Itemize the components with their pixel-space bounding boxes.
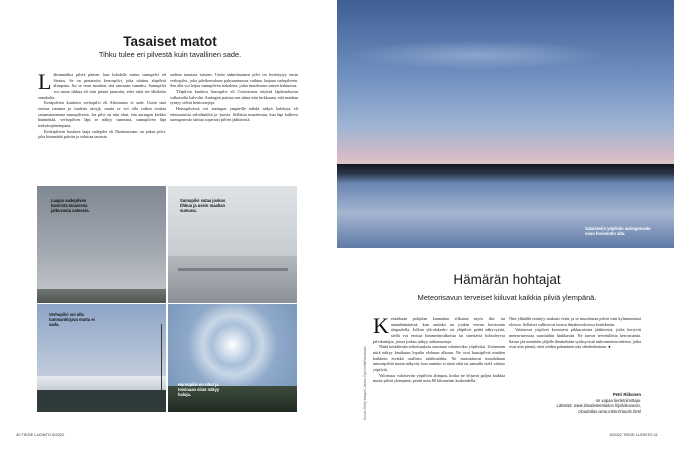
hero-caption: Valaiseviin yöpilviin auringonvalo osuu horisontin alta. <box>585 226 651 236</box>
author-role: on vapaa tiedetoimittaja. <box>595 397 641 403</box>
hero-photo-noctilucent <box>337 0 674 248</box>
paragraph: Näitä keskikesän erikoisuuksia sanotaan valaiseviksi yöpilviksi. Useimmin niitä näkyy kesäkuun lopulta elokuun alkuun. Ne ovat kuusipilviä muiden kaikkein eivätkä osallistu sääilmiöihin. Ne muistuttavat muodoltaan untuvapilviä mutta näkyvät, kun aurinko ei tässä eikä tai aamulla vielä valaise yöpilviä. <box>373 344 505 372</box>
paragraph: ähimmäiksi pilviä pääsee, kun kohdalle sattuu sumupilvi eli Stratus. Se on pintaosiin kerrospilvi, joka ulottuu alapilviä alimpana. Jos se osuu maahan, sitä sanotaan sumuksi. Sumupilvi voi nasaa tihkua eli niin pieniä pisaroita, ettei niitä tee lähiköön ennakolta. <box>38 72 166 100</box>
author-name: Petri Riikonen <box>612 392 641 397</box>
sources: Lähteitä: www.ilmatieteenlaitos.fi/pilvikuvasto, cloudatlas.wmo.int/en/clouds.html <box>556 403 641 414</box>
author-box <box>509 392 641 414</box>
article-title: Tasaiset matot <box>123 34 217 49</box>
photo-altostratus <box>37 304 166 412</box>
photo-cirrostratus <box>168 304 297 412</box>
text-column-1 <box>38 69 166 140</box>
dropcap: K <box>373 313 389 338</box>
dropcap: L <box>38 69 52 94</box>
paragraph: Valoisuus valaiseviin yöpilviin alimpaa, koska ne leijuvat paljon kaikkia muita pilviä ylempänä: peräti noin 80 kilometrin korkeudella. <box>373 372 505 384</box>
page-footer-right: 5/2022 TIEDE LUONTO 41 <box>609 432 658 437</box>
caption-altostratus: Verhopilvi voi olla tummankirjava mutta ei sada. <box>49 312 95 327</box>
page-footer-left: 40 TIEDE LUONTO 5/2022 <box>16 432 65 437</box>
paragraph: esäaikaan pohjolan kannattaa vilkaista myös ilta- tai aamuhämärässä, kun aurinko on jonkin verran horisontin alapuolella. Jolloin ylä-alakeski- tai yläpilvet peittä näkyvyyttä, siellä voi erottaa himmeänvalkoisia tai sinertäviä hohtoleyvia pilvikuitujia, joissa joskus näkyy aaltomuotoja. <box>373 316 505 344</box>
paragraph: Kesäpilvien kuulaiva verhopilvi eli Altostratus ei sade. Usein sinä erottaa tummia ja vaaleita sävyjä, mutta se voi olla vaikea erottaa sataamattomana sumupilvestä. Jos pilvi on niin ohut, että auringon kiekko häämöttää, verhopilven läpi se näkyy sumeana, sumupilven läpi terävärajaisempana. <box>38 100 166 128</box>
paragraph: Valaisevat yöpilvet koostuvat pikkuruisista jääkiteistä, jotka kertyvät meteorisavusta saasttuihin hiukkasiin. Ne tuovat tervetulleita kerrostumia. Savua jää nimittäin jäljelle ilmakehään syöksyvistä mikrometeoroideista, jotka ovat niin pieniä, ettei niiden palaminen näy tähdenlentona. ● <box>509 327 641 350</box>
photo-nimbostratus <box>37 186 166 303</box>
paragraph: sadetta tunnista toiseen. Usein sääntömainen pilvi on levittäytyy ensin verhopilvi, joka pilvikerroksen paksuuntuessa vaihtuu laajaan sadepilveen. Sen alla voi leijua sumupilven riekaleita, jotka muodostuu sateen hahtuessa. <box>170 72 298 89</box>
caption-nimbostratus: Laajan sadepilven kannista tasaisena jatkuvasta sateesta. <box>51 198 90 213</box>
text-column-3 <box>373 313 505 384</box>
article-subtitle-2: Meteorisavun terveiset kiiluvat kaikkia pilviä ylempänä. <box>417 293 597 302</box>
paragraph: Harsopilvessä voi auringon ympärille nähdä näkyä halokoja eli erimuotoisia valoilmiöitä ja -juovia. Sellaisia muodostuu, kun läpi kulkeva auringonvalo taittuu sopivasti pilven jääkiteistä. <box>170 105 298 123</box>
caption-stratus: Sumupilvi sataa joskus tihkua ja usein maahan sumuna. <box>180 198 226 213</box>
right-page <box>337 0 674 450</box>
caption-cirrostratus: Harsopilvi on ohut ja toisinaan siinä näkyy haloja. <box>178 382 220 397</box>
photo-credit: Kuvat: Getty Images, Jarmo Gynnhellä/Vastavalo <box>363 346 367 420</box>
photo-stratus <box>168 186 297 303</box>
paragraph: Keskipilvien kuulava laaja sadepilvi eli Nimbostratus on paksu pilvi, joka himmätää päivän ja valuttaa tasaista <box>38 128 166 140</box>
text-column-4 <box>509 316 641 350</box>
article-title-2: Hämärän hohtajat <box>453 272 561 287</box>
paragraph: Niin ylhäällä esiintyy niukasti vettä, ja se muodostaa pilviä vain kylmimmissä oloissa. Sellaiset vallitsevat tuossa ilmakerroksessa keskikesän. <box>509 316 641 327</box>
paragraph: Yläpilvin kuulava harsopilvi eli Cirrostratus näyttää läpikuultavan valkoiselta kalvolta. Auringon paistaa sen takaa niin kirkkaana, että maahan syntyy selviä heittovarjoja. <box>170 88 298 106</box>
article-subtitle: Tihku tulee eri pilvestä kuin tavallinen sade. <box>98 50 242 59</box>
text-column-2 <box>170 72 298 123</box>
